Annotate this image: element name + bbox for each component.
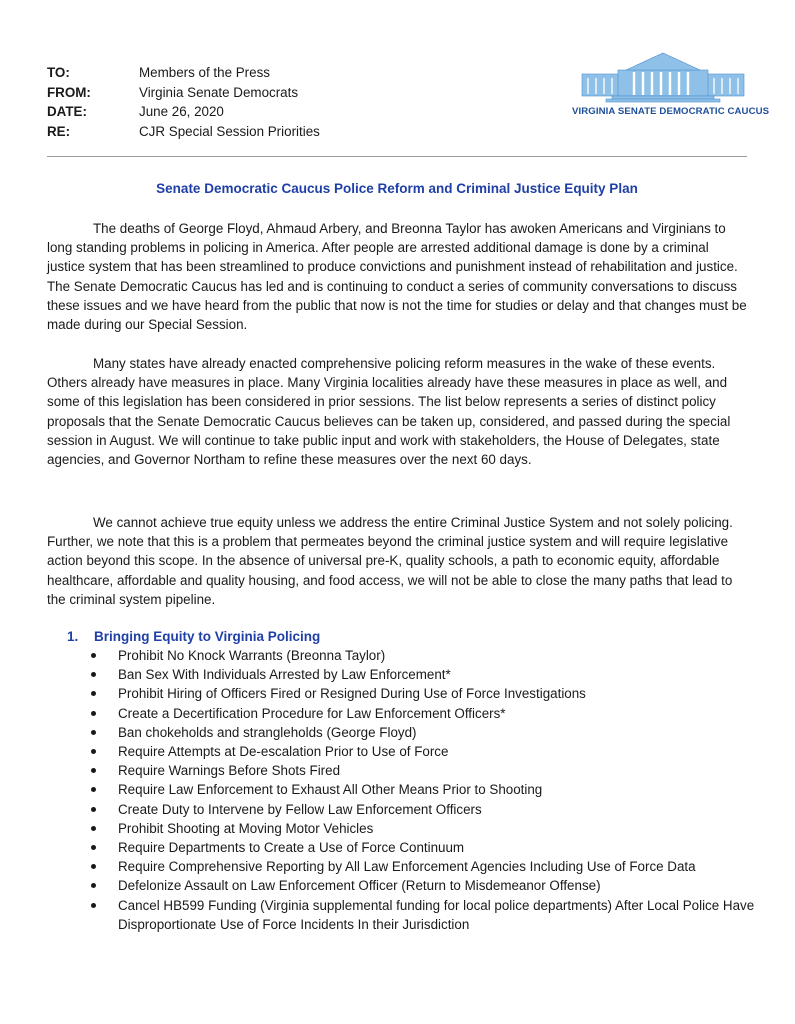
- memo-re-row: [47, 122, 347, 142]
- memo-from-label: FROM:: [47, 84, 91, 100]
- list-item-text: Create a Decertification Procedure for Law Enforcement Officers*: [118, 705, 506, 721]
- list-item: [67, 723, 757, 742]
- list-item: [67, 896, 757, 934]
- list-item: [67, 780, 757, 799]
- list-item-text: Create Duty to Intervene by Fellow Law Enforcement Officers: [118, 801, 482, 817]
- body-paragraph: Many states have already enacted comprehensive policing reform measures in the wake of these events. Others already have measures in place. Many Virginia localities already have these measures in place as well, and some of this legislation has been considered in prior sessions. The list below represents a series of distinct policy proposals that the Senate Democratic Caucus believes can be taken up, considered, and passed during the special session in August. We will continue to take public input and work with stakeholders, the House of Delegates, state agencies, and Governor Northam to refine these measures over the next 60 days.: [47, 356, 731, 468]
- bullet-icon: [67, 800, 118, 819]
- memo-date-row: [47, 102, 347, 122]
- list-item-text: Ban chokeholds and strangleholds (George Floyd): [118, 724, 417, 740]
- memo-date-value: June 26, 2020: [139, 104, 224, 119]
- list-item-text: Ban Sex With Individuals Arrested by Law Enforcement*: [118, 667, 451, 683]
- policy-list: [67, 646, 757, 934]
- list-item: [67, 684, 757, 703]
- memo-from-value: Virginia Senate Democrats: [139, 84, 299, 100]
- memo-to-label: TO:: [47, 65, 70, 80]
- bullet-icon: [67, 646, 118, 665]
- list-item: [67, 665, 757, 684]
- memo-to-row: [47, 63, 347, 83]
- body-paragraph: The deaths of George Floyd, Ahmaud Arbery, and Breonna Taylor has awoken Americans and Virginians to long standing problems in policing in America. After people are arrested additional damage is done by a criminal justice system that has been streamlined to produce convictions and punishment instead of rehabilitation and justice. The Senate Democratic Caucus has led and is continuing to conduct a series of community conversations to discuss these issues and we have heard from the public that now is not the time for studies or delay and that changes must be made during our Special Session.: [47, 221, 747, 333]
- bullet-icon: [67, 819, 118, 838]
- bullet-icon: [67, 857, 118, 876]
- list-item-text: Require Law Enforcement to Exhaust All Other Means Prior to Shooting: [118, 782, 543, 798]
- list-item: [67, 742, 757, 761]
- bullet-icon: [67, 704, 118, 723]
- memo-to-value: Members of the Press: [139, 65, 270, 80]
- bullet-icon: [67, 684, 118, 703]
- bullet-icon: [67, 665, 118, 684]
- section-heading: [67, 627, 757, 646]
- bullet-icon: [67, 761, 118, 780]
- list-item-text: Require Departments to Create a Use of Force Continuum: [118, 840, 465, 856]
- list-item-text: Require Attempts at De-escalation Prior to Use of Force: [118, 744, 449, 760]
- list-item: [67, 800, 757, 819]
- body-paragraph: We cannot achieve true equity unless we address the entire Criminal Justice System and not solely policing. Further, we note that this is a problem that permeates beyond the criminal justice system and will require legislative action beyond this scope. In the absence of universal pre-K, quality schools, a path to economic equity, affordable healthcare, affordable and quality housing, and food access, we will not be able to close the many paths that lead to the criminal system pipeline.: [47, 515, 733, 607]
- bullet-icon: [67, 723, 118, 742]
- bullet-icon: [67, 896, 118, 934]
- capitol-building-icon: [578, 50, 748, 104]
- list-item: [67, 838, 757, 857]
- header-divider: [47, 156, 747, 157]
- list-item: [67, 876, 757, 895]
- section-title: Bringing Equity to Virginia Policing: [94, 629, 321, 644]
- list-item-text: Defelonize Assault on Law Enforcement Officer (Return to Misdemeanor Offense): [118, 878, 601, 894]
- list-item-text: Require Comprehensive Reporting by All Law Enforcement Agencies Including Use of Force Data: [118, 859, 696, 875]
- policy-section: [67, 627, 757, 934]
- bullet-icon: [67, 780, 118, 799]
- list-item-text: Prohibit Shooting at Moving Motor Vehicles: [118, 820, 374, 836]
- list-item: [67, 761, 757, 780]
- bullet-icon: [67, 876, 118, 895]
- memo-date-label: DATE:: [47, 104, 87, 119]
- memo-from-row: [47, 83, 347, 103]
- list-item-text: Prohibit Hiring of Officers Fired or Resigned During Use of Force Investigations: [118, 686, 586, 702]
- section-number: 1.: [67, 629, 79, 644]
- memo-re-label: RE:: [47, 123, 71, 139]
- list-item-text: Cancel HB599 Funding (Virginia supplemental funding for local police departments) After Local Police Have Disproportionate Use of Force Incidents In their Jurisdiction: [118, 897, 755, 932]
- caucus-logo: [572, 50, 770, 130]
- document-title: Senate Democratic Caucus Police Reform and Criminal Justice Equity Plan: [156, 181, 638, 196]
- list-item: [67, 819, 757, 838]
- list-item-text: Prohibit No Knock Warrants (Breonna Taylor): [118, 648, 386, 663]
- bullet-icon: [67, 742, 118, 761]
- list-item-text: Require Warnings Before Shots Fired: [118, 763, 341, 779]
- list-item: [67, 704, 757, 723]
- caucus-logo-text: VIRGINIA SENATE DEMOCRATIC CAUCUS: [572, 106, 770, 117]
- bullet-icon: [67, 838, 118, 857]
- list-item: [67, 857, 757, 876]
- memo-re-value: CJR Special Session Priorities: [139, 123, 320, 139]
- memo-header: [47, 63, 347, 141]
- list-item: [67, 646, 757, 665]
